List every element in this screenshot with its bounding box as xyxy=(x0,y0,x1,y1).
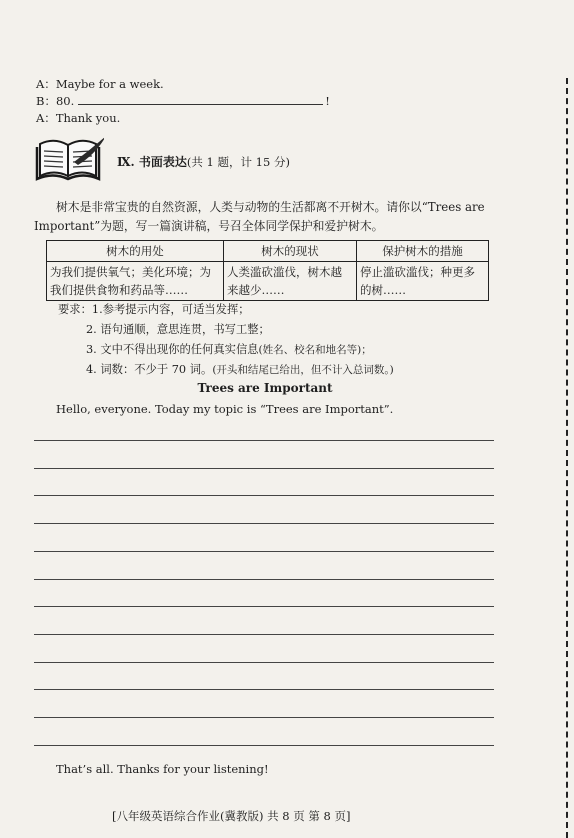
cell-line: 为我们提供氧气；美化环境；为 xyxy=(50,265,211,279)
table-cell xyxy=(224,262,357,301)
cell-line: 人类滥砍滥伐，树木越 xyxy=(227,265,342,279)
table-header-row xyxy=(47,241,489,262)
writing-line[interactable] xyxy=(34,440,494,441)
hint-table xyxy=(46,240,489,301)
dialog-trailing: ! xyxy=(325,94,330,108)
writing-line[interactable] xyxy=(34,523,494,524)
table-header: 树木的现状 xyxy=(224,241,357,262)
table-cell xyxy=(357,262,489,301)
requirement-text: 语句通顺，意思连贯，书写工整； xyxy=(100,323,270,336)
writing-line[interactable] xyxy=(34,745,494,746)
table-header: 保护树木的措施 xyxy=(357,241,489,262)
section-number: Ⅸ. xyxy=(117,155,135,169)
requirement-text: 参考提示内容，可适当发挥； xyxy=(102,303,250,316)
cell-line: 我们提供食物和药品等…… xyxy=(50,283,188,297)
requirement-4 xyxy=(86,360,394,380)
writing-line[interactable] xyxy=(34,579,494,580)
dialog-text: Maybe for a week. xyxy=(55,77,164,91)
requirements-prefix: 要求： xyxy=(58,303,92,316)
speaker-label: A： xyxy=(36,77,56,91)
writing-line[interactable] xyxy=(34,634,494,635)
requirement-2 xyxy=(86,320,270,340)
dialog-line-1 xyxy=(36,76,164,93)
table-row xyxy=(47,262,489,301)
binding-border xyxy=(566,78,568,838)
requirement-number: 1. xyxy=(91,303,103,316)
essay-opening: Hello, everyone. Today my topic is “Trees are Important”. xyxy=(56,402,394,416)
requirement-note: (姓名、校名和地名等)； xyxy=(258,344,372,356)
cell-line: 来越少…… xyxy=(227,283,285,297)
essay-closing: That’s all. Thanks for your listening! xyxy=(56,762,269,776)
requirement-number: 4. xyxy=(86,363,97,376)
dialog-line-2 xyxy=(36,93,330,110)
cell-line: 停止滥砍滥伐；种更多 xyxy=(360,265,475,279)
requirement-text: 文中不得出现你的任何真实信息 xyxy=(100,343,259,356)
writing-line[interactable] xyxy=(34,717,494,718)
requirement-note: (开头和结尾已给出，但不计入总词数。) xyxy=(212,364,394,376)
requirement-text: 词数：不少于 70 词。 xyxy=(100,363,213,376)
writing-line[interactable] xyxy=(34,606,494,607)
answer-blank[interactable] xyxy=(78,95,323,105)
requirement-3 xyxy=(86,340,372,360)
speaker-label: A： xyxy=(36,111,56,125)
page-footer: [八年级英语综合作业(冀教版) 共 8 页 第 8 页] xyxy=(112,809,351,823)
table-header: 树木的用处 xyxy=(47,241,224,262)
requirement-1 xyxy=(58,300,250,320)
requirement-number: 3. xyxy=(86,343,97,356)
requirement-number: 2. xyxy=(86,323,97,336)
prompt-line-2: Important”为题，写一篇演讲稿，号召全体同学保护和爱护树木。 xyxy=(34,219,384,233)
essay-title: Trees are Important xyxy=(197,381,333,395)
dialog-text: 80. xyxy=(55,94,75,108)
writing-line[interactable] xyxy=(34,468,494,469)
writing-line[interactable] xyxy=(34,551,494,552)
table-cell xyxy=(47,262,224,301)
section-subtitle: (共 1 题，计 15 分) xyxy=(186,155,290,169)
writing-line[interactable] xyxy=(34,662,494,663)
cell-line: 的树…… xyxy=(360,283,406,297)
section-heading xyxy=(117,153,290,170)
open-book-with-quill-icon xyxy=(34,132,104,182)
prompt-line-1: 树木是非常宝贵的自然资源，人类与动物的生活都离不开树木。请你以“Trees are xyxy=(56,200,485,214)
dialog-text: Thank you. xyxy=(55,111,121,125)
writing-line[interactable] xyxy=(34,495,494,496)
dialog-line-3 xyxy=(36,110,120,127)
section-title: 书面表达 xyxy=(138,155,187,169)
writing-line[interactable] xyxy=(34,689,494,690)
speaker-label: B： xyxy=(36,94,56,108)
